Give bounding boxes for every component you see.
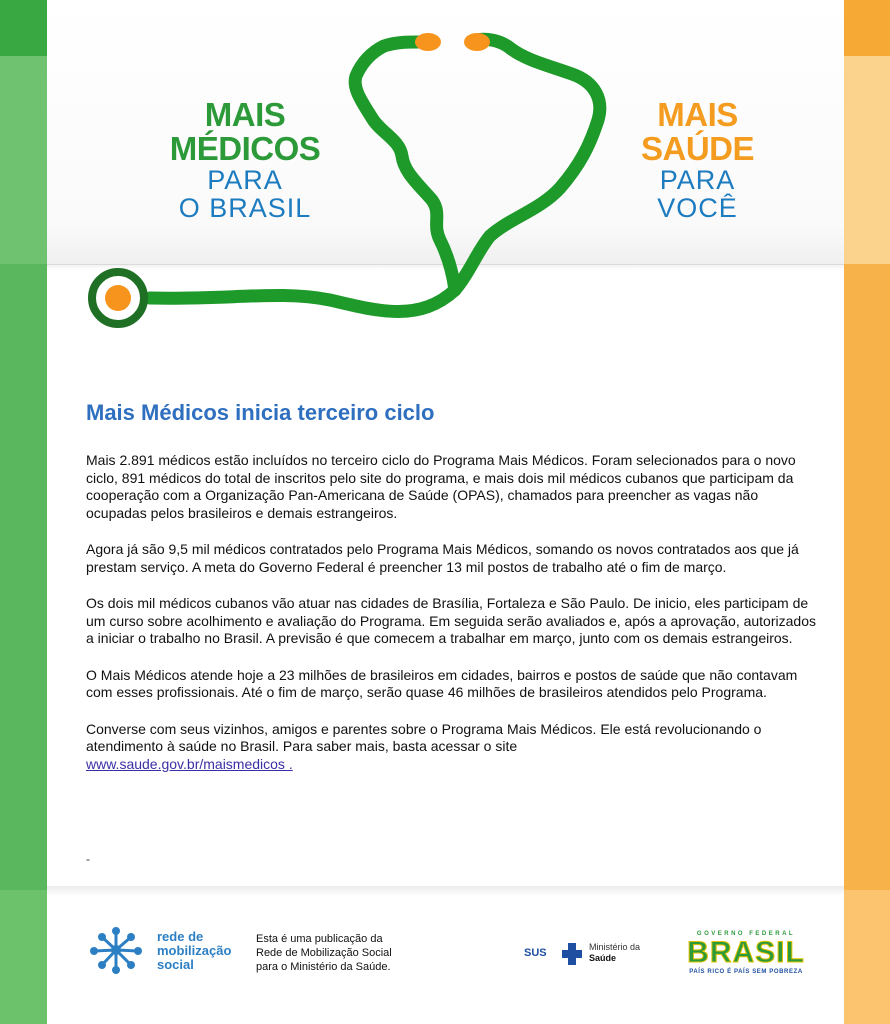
rede-name-line1: rede de — [157, 929, 204, 944]
logo-left-line4: O BRASIL — [178, 193, 312, 223]
trailing-mark: - — [86, 852, 90, 866]
logo-left-line3: PARA — [207, 165, 283, 195]
rede-name-line2: mobilização — [157, 943, 232, 958]
rede-name — [157, 930, 247, 972]
ministry-label — [589, 942, 659, 964]
paragraph-5-text: Converse com seus vizinhos, amigos e parentes sobre o Programa Mais Médicos. Ele está revolucionando o atendimento à saúde no Brasil. Para saber mais, basta acessar o site — [86, 720, 762, 754]
rede-name-line3: social — [157, 957, 194, 972]
logo-right-line4: VOCÊ — [657, 193, 738, 223]
paragraph-4: O Mais Médicos atende hoje a 23 milhões de brasileiros em cidades, bairros e postos de saúde que não contavam com esses profissionais. Até o fim de março, serão quase 46 milhões de brasileiros atendidos pelo Programa. — [86, 666, 798, 700]
gov-slogan-text: PAÍS RICO É PAÍS SEM POBREZA — [689, 969, 803, 975]
stethoscope-brazil-map-icon — [0, 0, 890, 340]
article-body — [86, 400, 816, 792]
publication-line3: para o Ministério da Saúde. — [256, 961, 391, 973]
logo-right-line2: SAÚDE — [640, 130, 755, 167]
mais-medicos-link[interactable]: www.saude.gov.br/maismedicos . — [86, 755, 293, 772]
ministry-line2: Saúde — [589, 953, 617, 963]
logo-left-line1: MAIS — [204, 96, 286, 133]
rede-mobilizacao-logo-icon — [86, 925, 146, 975]
paragraph-3: Os dois mil médicos cubanos vão atuar nas cidades de Brasília, Fortaleza e São Paulo. De inicio, eles participam de um curso sobre acolhimento e avaliação do Programa. Em seguida serão avaliados e, após a aprovação, autorizados a iniciar o trabalho no Brasil. A previsão é que comecem a trabalhar em março, junto com os demais estrangeiros. — [86, 595, 816, 646]
logo-left-line2: MÉDICOS — [169, 130, 321, 167]
logo-right-line1: MAIS — [657, 96, 738, 133]
gov-top-text: GOVERNO FEDERAL — [696, 931, 796, 937]
gov-brasil-text: BRASIL — [687, 936, 805, 969]
publication-line1: Esta é uma publicação da — [256, 933, 383, 945]
publication-note — [256, 932, 426, 974]
paragraph-2: Agora já são 9,5 mil médicos contratados pelo Programa Mais Médicos, somando os novos contratados aos que já prestam serviço. A meta do Governo Federal é preencher 13 mil postos de trabalho até o fim de março. — [86, 541, 799, 575]
article-title: Mais Médicos inicia terceiro ciclo — [86, 400, 435, 425]
paragraph-1: Mais 2.891 médicos estão incluídos no terceiro ciclo do Programa Mais Médicos. Foram selecionados para o novo ciclo, 891 médicos do total de inscritos pelo site do programa, e mais dois mil médicos cubanos que participam da cooperação com a Organização Pan-Americana de Saúde (OPAS), chamados para preencher as vagas não ocupadas pelos brasileiros e demais estrangeiros. — [86, 452, 796, 521]
governo-federal-logo — [676, 930, 816, 980]
publication-line2: Rede de Mobilização Social — [256, 947, 392, 959]
paragraph-5 — [86, 721, 816, 774]
sus-label: SUS — [524, 947, 547, 959]
logo-right-line3: PARA — [659, 165, 736, 195]
ministry-line1: Ministério da — [589, 942, 641, 952]
